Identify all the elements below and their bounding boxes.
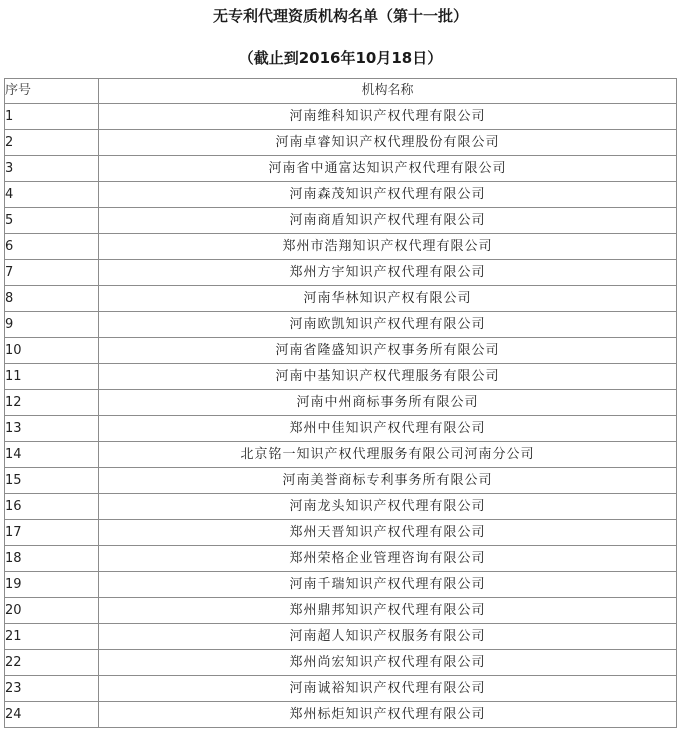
row-agency-name: 河南龙头知识产权代理有限公司 [99,494,677,520]
row-agency-name: 河南千瑞知识产权代理有限公司 [99,572,677,598]
row-seq: 24 [5,702,99,728]
row-seq: 23 [5,676,99,702]
row-seq: 13 [5,416,99,442]
row-agency-name: 河南欧凯知识产权代理有限公司 [99,312,677,338]
table-row [5,702,677,728]
row-agency-name: 郑州鼎邦知识产权代理有限公司 [99,598,677,624]
table-row [5,338,677,364]
row-agency-name: 郑州尚宏知识产权代理有限公司 [99,650,677,676]
table-row [5,364,677,390]
row-seq: 10 [5,338,99,364]
row-seq: 11 [5,364,99,390]
table-row [5,572,677,598]
table-row [5,624,677,650]
row-agency-name: 河南中基知识产权代理服务有限公司 [99,364,677,390]
table-row [5,260,677,286]
header-seq: 序号 [5,79,99,104]
row-seq: 21 [5,624,99,650]
table-row [5,442,677,468]
row-agency-name: 郑州中佳知识产权代理有限公司 [99,416,677,442]
row-seq: 3 [5,156,99,182]
table-body [5,104,677,728]
table-row [5,130,677,156]
header-name: 机构名称 [99,79,677,104]
row-seq: 6 [5,234,99,260]
row-seq: 14 [5,442,99,468]
row-seq: 2 [5,130,99,156]
table-row [5,390,677,416]
row-seq: 1 [5,104,99,130]
table-row [5,546,677,572]
row-agency-name: 河南美誉商标专利事务所有限公司 [99,468,677,494]
row-agency-name: 河南超人知识产权服务有限公司 [99,624,677,650]
row-agency-name: 郑州荣格企业管理咨询有限公司 [99,546,677,572]
row-agency-name: 河南卓睿知识产权代理股份有限公司 [99,130,677,156]
row-agency-name: 郑州方宇知识产权代理有限公司 [99,260,677,286]
table-row [5,182,677,208]
row-seq: 8 [5,286,99,312]
row-agency-name: 河南森茂知识产权代理有限公司 [99,182,677,208]
row-agency-name: 河南华林知识产权有限公司 [99,286,677,312]
row-seq: 9 [5,312,99,338]
row-agency-name: 郑州标炬知识产权代理有限公司 [99,702,677,728]
row-agency-name: 河南省隆盛知识产权事务所有限公司 [99,338,677,364]
table-row [5,416,677,442]
table-row [5,676,677,702]
row-seq: 4 [5,182,99,208]
row-seq: 19 [5,572,99,598]
row-seq: 16 [5,494,99,520]
row-seq: 18 [5,546,99,572]
table-row [5,598,677,624]
row-seq: 22 [5,650,99,676]
table-row [5,494,677,520]
table-row [5,156,677,182]
agency-table [4,78,677,728]
row-seq: 5 [5,208,99,234]
row-agency-name: 河南维科知识产权代理有限公司 [99,104,677,130]
row-agency-name: 河南诚裕知识产权代理有限公司 [99,676,677,702]
document-title: 无专利代理资质机构名单（第十一批） [212,7,468,25]
table-row [5,468,677,494]
table-row [5,104,677,130]
row-agency-name: 郑州天晋知识产权代理有限公司 [99,520,677,546]
row-agency-name: 北京铭一知识产权代理服务有限公司河南分公司 [99,442,677,468]
row-agency-name: 郑州市浩翔知识产权代理有限公司 [99,234,677,260]
table-row [5,286,677,312]
table-row [5,520,677,546]
row-seq: 20 [5,598,99,624]
table-row [5,650,677,676]
row-seq: 15 [5,468,99,494]
table-row [5,234,677,260]
row-seq: 17 [5,520,99,546]
table-row [5,312,677,338]
row-agency-name: 河南商盾知识产权代理有限公司 [99,208,677,234]
row-agency-name: 河南中州商标事务所有限公司 [99,390,677,416]
row-seq: 12 [5,390,99,416]
table-row [5,208,677,234]
row-agency-name: 河南省中通富达知识产权代理有限公司 [99,156,677,182]
document-subtitle: （截止到2016年10月18日） [238,49,443,67]
table-header-row [5,79,677,104]
row-seq: 7 [5,260,99,286]
